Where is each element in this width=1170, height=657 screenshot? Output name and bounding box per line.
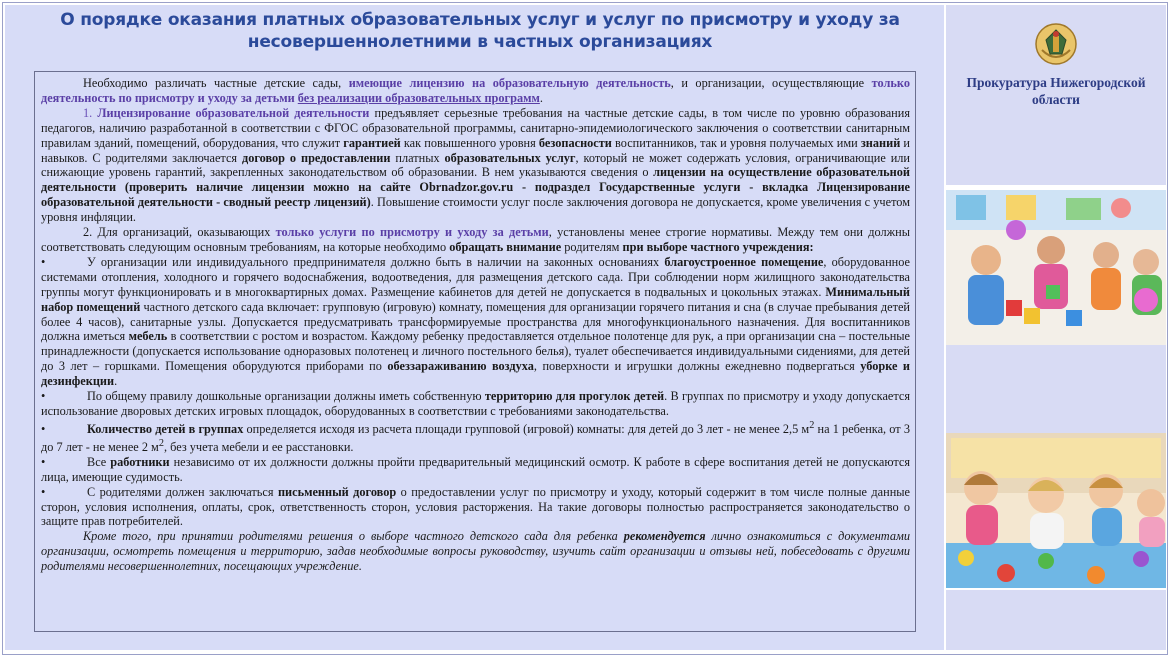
bullet-text: У организации или индивидуального предпринимателя должно быть в наличии на законных основаниях [87,254,665,269]
bold-term: обеззараживанию воздуха [387,359,534,374]
page-title: О порядке оказания платных образовательных услуг и услуг по присмотру и уходу за несовершеннолетними в частных организациях [60,10,900,52]
paragraph-2 [41,225,910,255]
prosecutor-emblem-icon [1032,20,1080,68]
bold-term: рекомендуется [623,529,706,544]
intro-text: . [539,90,543,105]
bullet-icon: • [41,421,46,436]
bold-term: при выборе частного учреждения: [622,239,814,254]
bullet-icon: • [41,484,46,499]
bullet-text: о предоставлении услуг по присмотру и уходу, который содержит в том числе полные данные сторон, условия исполнения, оплаты, срок, ответственность сторон, условия расторжения. На такие договоры полностью распространяется законодательство о защите прав потребителей. [41,484,910,529]
p1-text: воспитанников, так и уровня получаемых ими [611,135,861,150]
children-playing-photo [946,190,1166,345]
p2-text: 2. Для организаций, оказывающих [83,225,276,240]
bold-term: безопасности [538,135,612,150]
bullet-group-size [41,419,910,455]
closing-text: лично ознакомиться с документами организации, осмотреть помещения и территорию, задав необходимые вопросы руководству, изучить сайт организации и отзывы ней, побеседовать с другими родителями несовершеннолетних, посещающих учреждение. [41,529,910,574]
intro-text: Необходимо различать частные детские сады, [83,76,349,90]
spacer-panel [946,345,1166,435]
paragraph-1 [41,106,910,225]
bullet-text: С родителями должен заключаться [87,484,278,499]
bold-term: обращать внимание [449,239,562,254]
licensing-highlight: Лицензирование образовательной деятельности [97,105,370,120]
license-check-info: лицензии на осуществление образовательной деятельности (проверить наличие лицензии можно на сайте Obrnadzor.gov.ru - подраздел Государственные услуги - вкладка Лицензирование образовательной деятельности - сводный реестр лицензий) [41,165,910,210]
bullet-text: По общему правилу дошкольные организации должны иметь собственную [87,389,485,404]
bold-term: уборке и дезинфекции [41,359,911,389]
bullet-text: , оборудованное системами отопления, холодного и горячего водоснабжения, водоотведения, для размещения детского сада. При соблюдении норм жилищного законодательства группы могут функционировать и в многоквартирных домах. Размещение кабинетов для детей не допускается в подвальных и цокольных этажах. [41,254,910,299]
bullet-icon: • [41,254,46,269]
bullet-icon: • [41,389,46,404]
license-highlight: имеющие лицензию на образовательную деятельность [348,76,671,90]
bullet-text: . [114,374,118,389]
bold-term: договор о предоставлении [241,150,391,165]
bullet-text: , поверхности и игрушки должны ежедневно подвергаться [533,359,861,374]
p1-text: как повышенного уровня [400,135,539,150]
p1-text: и навыков. С родителями заключается [41,135,910,165]
bullet-text: . В группах по присмотру и уходу допускается использование дворовых детских игровых площадок, оборудованных в соответствии с требованиями законодательства. [41,389,910,418]
superscript: 2 [809,419,815,431]
bold-term: мебель [128,329,168,344]
side-panel [946,5,1166,650]
bullet-text: независимо от их должности должны пройти предварительный медицинский осмотр. К работе в сфере воспитания детей не допускаются лица, имеющие судимость. [41,454,910,484]
bullet-text: , без учета мебели и ее расстановки. [163,439,354,454]
intro-text: , и организации, осуществляющие [670,76,872,90]
bullet-icon: • [41,454,46,469]
bullet-text: определяется исходя из расчета площади групповой (игровой) комнаты: для детей до 3 лет - не менее 2,5 м [243,421,810,436]
p1-text: платных [390,150,445,165]
p1-number: 1. [83,105,98,120]
content-panel [5,5,944,650]
p2-text: , установлены менее строгие нормативы. Между тем они должны соответствовать следующим основным требованиям, на которые необходимо [41,225,911,254]
org-name: Прокуратура Нижегородской области [966,75,1146,107]
p1-text: , который не может содержать условия, ограничивающие или снижающие уровень гарантий, закрепленных законодательством об образовании. В нем указываются сведения о [41,150,911,180]
bullet-text: в соответствии с ростом и возрастом. Каждому ребенку предоставляется отдельное полотенце для рук, а при организации сна – постельные принадлежности (допускается использование одноразовых полотенец и личного постельного белья), туалет обеспечивается индивидуальными сидениями, для детей до 3 лет – горшками. Помещения оборудуются приборами по [41,329,911,374]
intro-paragraph [41,76,910,106]
bold-term: письменный договор [277,484,397,499]
p1-text: . Повышение стоимости услуг после заключения договора не допускается, кроме увеличения с учетом уровня инфляции. [41,195,910,225]
bullet-territory [41,389,910,419]
children-painting-photo [946,433,1166,588]
bullet-text: на 1 ребенка, от 3 до 7 лет - не менее 2 м [41,421,910,454]
bold-term: знаний [860,135,901,150]
bold-term: территорию для прогулок детей [484,389,665,404]
bold-term: благоустроенное помещение [664,254,824,269]
bullet-text: частного детского сада включает: групповую (игровую) комнату, помещения для организации горячего питания и сна (в случае пребывания детей более 4 часов), санитарные узлы. Допускается предусматривать трансформируемые пространства для многофункционального назначения. Для воспитанников должна иметься [41,299,910,344]
footer-panel [946,590,1166,650]
bold-term: Количество детей в группах [87,421,244,436]
bullet-text: Все [87,454,111,469]
bold-term: Минимальный набор помещений [41,284,910,314]
p2-text: родителям [561,239,623,254]
care-only-highlight: только деятельность по присмотру и уходу за детьми [41,76,910,105]
bold-term: работники [110,454,170,469]
superscript: 2 [158,437,164,449]
bullet-contract [41,485,910,530]
closing-text: Кроме того, при принятии родителями решения о выборе частного детского сада для ребенка [83,529,624,544]
closing-paragraph [41,529,910,574]
bold-term: образовательных услуг [444,150,576,165]
bold-term: гарантией [343,135,401,150]
care-services-highlight: только услуги по присмотру и уходу за детьми [275,225,549,240]
bullet-staff [41,455,910,485]
no-programs-highlight: без реализации образовательных программ [297,90,540,105]
bullet-premises [41,255,910,389]
text-box [34,71,916,632]
p1-text: предъявляет серьезные требования на частные детские сады, в том числе по уровню образования педагогов, наличию разработанной в соответствии с ФГОС образовательной программы, санитарно-эпидемиологического заключения о соответствии санитарным правилам зданий, помещений, оборудования, что служит [41,105,910,150]
